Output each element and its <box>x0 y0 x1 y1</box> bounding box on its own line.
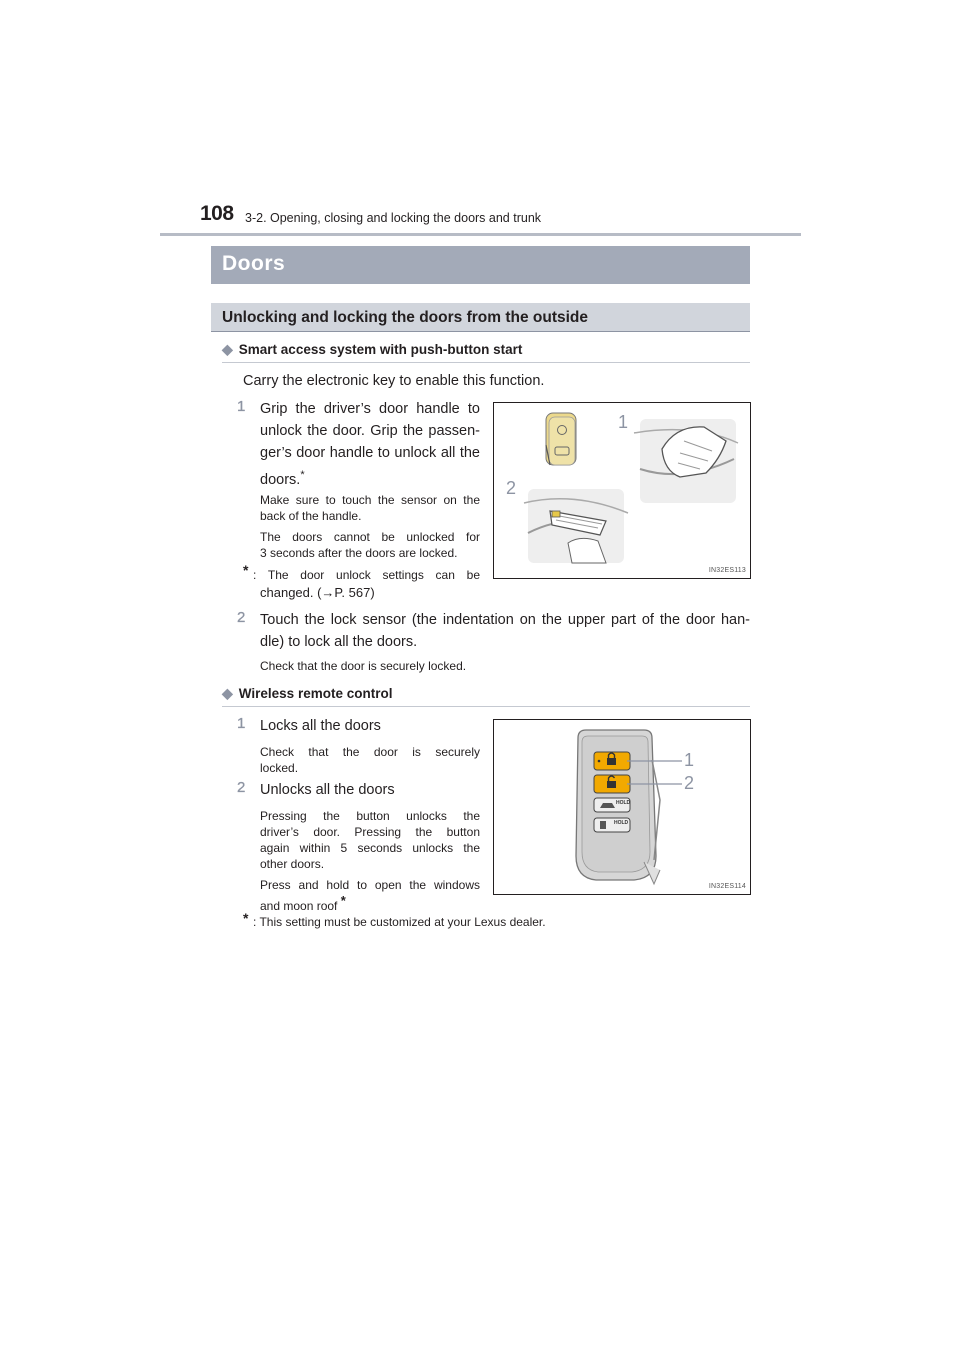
step2-note: Check that the door is securely locked. <box>260 659 467 673</box>
footnote-asterisk: * <box>243 910 249 926</box>
footnote-line: changed. (→P. 567) <box>260 585 375 600</box>
footnote-asterisk: * <box>243 562 249 578</box>
wireless-heading-text: Wireless remote control <box>238 686 393 701</box>
step-number: 2 <box>237 609 246 626</box>
hold-label: HOLD <box>614 820 629 826</box>
unlock-button-icon <box>594 775 630 793</box>
smart-access-heading <box>222 341 522 358</box>
note-line: locked. <box>260 761 299 775</box>
step1-note1 <box>260 492 480 524</box>
smart-access-heading-text: Smart access system with push-button start <box>238 342 523 357</box>
figure-code: IN32ES113 <box>708 567 746 574</box>
smart-access-intro: Carry the electronic key to enable this function. <box>243 373 545 389</box>
item1-note <box>260 744 480 776</box>
heading-rule <box>222 362 750 363</box>
diamond-bullet-icon: ◆ <box>222 685 233 701</box>
item-number: 2 <box>237 779 246 796</box>
note-line: The doors cannot be unlocked for <box>260 530 480 544</box>
step2-line: Touch the lock sensor (the indentation on the upper part of the door han- <box>260 612 750 628</box>
key-fob-icon <box>546 413 576 465</box>
header-divider <box>160 233 801 236</box>
door-handle-figure <box>493 402 751 579</box>
asterisk-mark: * <box>300 469 305 481</box>
figure-code: IN32ES114 <box>708 883 746 890</box>
driver-door-handle-drawing <box>634 419 738 503</box>
asterisk-mark: * <box>340 893 346 908</box>
footnote-line: : The door unlock settings can be <box>253 568 480 582</box>
figure-callout-2: 2 <box>506 478 517 498</box>
step1-footnote <box>253 567 480 603</box>
page-number: 108 <box>200 202 234 225</box>
note-line: Pressing the button unlocks the <box>260 809 480 823</box>
wireless-footnote: : This setting must be customized at your Lexus dealer. <box>253 915 546 929</box>
step1-line: doors. <box>260 471 301 488</box>
figure-callout-1: 1 <box>618 412 629 432</box>
step-number: 1 <box>237 398 246 415</box>
remote-key-illustration <box>494 720 750 894</box>
subsection-title: Unlocking and locking the doors from the outside <box>222 309 588 326</box>
note-line: again within 5 seconds unlocks the <box>260 841 480 855</box>
wireless-heading <box>222 685 392 702</box>
section-title: Doors <box>222 252 286 275</box>
note-line: Press and hold to open the windows <box>260 878 480 892</box>
item1-label: Locks all the doors <box>260 718 381 734</box>
step1-line-last <box>260 464 480 491</box>
figure-callout-2: 2 <box>684 773 695 793</box>
step2-text <box>260 609 750 653</box>
hold-label: HOLD <box>616 800 631 806</box>
diamond-bullet-icon: ◆ <box>222 341 233 357</box>
step2-line: dle) to lock all the doors. <box>260 634 418 650</box>
step1-line: Grip the driver’s door handle to <box>260 401 480 417</box>
section-title-bar <box>211 246 750 284</box>
item2-note2 <box>260 877 480 914</box>
heading-rule <box>222 706 750 707</box>
lock-sensor-drawing <box>524 489 628 563</box>
item2-note <box>260 808 480 872</box>
item2-label: Unlocks all the doors <box>260 782 395 798</box>
lock-button-icon <box>594 752 630 770</box>
note-line: and moon roof <box>260 899 338 913</box>
note-line: Make sure to touch the sensor on the <box>260 493 480 507</box>
note-line: Check that the door is securely <box>260 745 480 759</box>
chapter-title: 3-2. Opening, closing and locking the doors and trunk <box>245 211 542 225</box>
note-line: back of the handle. <box>260 509 362 523</box>
note-line: other doors. <box>260 857 325 871</box>
item-number: 1 <box>237 715 246 732</box>
note-line: driver’s door. Pressing the button <box>260 825 480 839</box>
step1-text <box>260 398 480 491</box>
step1-note2 <box>260 529 480 561</box>
note-line-last <box>260 893 480 914</box>
note-line: 3 seconds after the doors are locked. <box>260 546 458 560</box>
step1-line: ger’s door handle to unlock all the <box>260 445 480 461</box>
step1-line: unlock the door. Grip the passen- <box>260 423 480 439</box>
remote-key-figure <box>493 719 751 895</box>
figure-callout-1: 1 <box>684 750 695 770</box>
